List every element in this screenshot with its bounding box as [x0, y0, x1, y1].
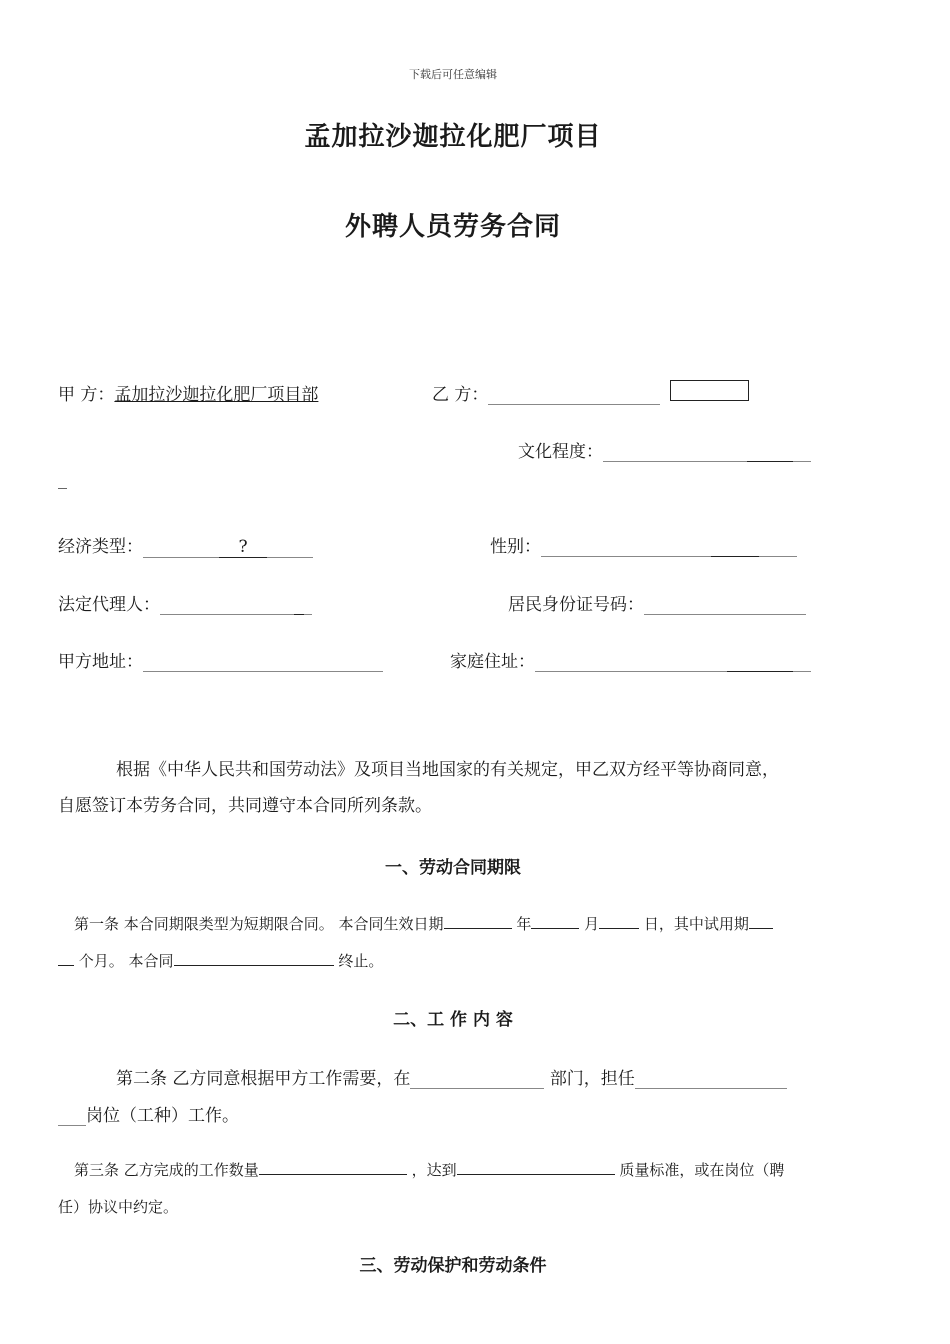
article-1-text-b: 个月。 本合同: [78, 952, 174, 970]
article-1-month: 月: [584, 915, 600, 933]
intro-line-2: 自愿签订本劳务合同，共同遵守本合同所列条款。: [58, 796, 432, 816]
home-address-field: [450, 647, 811, 672]
gender-blank-b[interactable]: [711, 538, 759, 557]
article-2-line-1: [116, 1064, 787, 1089]
education-blank-dark[interactable]: [747, 443, 793, 462]
party-a-value[interactable]: 孟加拉沙迦拉化肥厂项目部: [114, 385, 319, 405]
article-1-line-1: [74, 912, 773, 934]
article-1-year: 年: [516, 915, 532, 933]
education-field: [518, 437, 811, 462]
article-2-dept: 部门，担任: [549, 1069, 635, 1089]
probation-blank-b[interactable]: [58, 949, 74, 966]
party-a-address-blank[interactable]: [143, 653, 383, 672]
gender-label: 性别：: [490, 537, 541, 557]
home-address-blank-a[interactable]: [535, 653, 727, 672]
work-quantity-blank[interactable]: [259, 1158, 407, 1175]
party-a-label: 甲 方：: [58, 385, 115, 405]
legal-agent-field: [58, 590, 312, 615]
section-3-heading: 三、劳动保护和劳动条件: [359, 1256, 547, 1276]
gender-blank-a[interactable]: [541, 538, 711, 557]
education-blank[interactable]: [603, 443, 747, 462]
effective-day-blank[interactable]: [599, 912, 639, 929]
gender-blank-c[interactable]: [759, 538, 797, 557]
economic-type-label: 经济类型：: [58, 537, 143, 557]
article-3-reach: ，达到: [411, 1161, 457, 1179]
section-2-heading: 二、工 作 内 容: [393, 1010, 513, 1030]
department-blank[interactable]: [410, 1070, 544, 1089]
party-b-field: [432, 380, 660, 405]
home-address-label: 家庭住址：: [450, 652, 535, 672]
economic-type-field: [58, 532, 313, 558]
article-3-text-a: 第三条 乙方完成的工作数量: [74, 1161, 259, 1179]
download-note: 下载后可任意编辑: [409, 68, 497, 81]
economic-type-blank-b[interactable]: [267, 539, 313, 558]
article-2-text-b: 岗位（工种）工作。: [86, 1106, 239, 1126]
legal-agent-blank-a[interactable]: [160, 596, 294, 615]
article-3-quality: 质量标准，或在岗位（聘: [619, 1161, 785, 1179]
id-number-field: [508, 590, 806, 615]
effective-year-blank[interactable]: [444, 912, 512, 929]
intro-line-1: 根据《中华人民共和国劳动法》及项目当地国家的有关规定，甲乙双方经平等协商同意，: [116, 760, 779, 780]
article-2-line-2: [58, 1101, 239, 1126]
economic-type-value[interactable]: ?: [219, 537, 267, 558]
termination-blank[interactable]: [174, 949, 334, 966]
effective-month-blank[interactable]: [531, 912, 579, 929]
economic-type-blank-a[interactable]: [143, 539, 219, 558]
section-1-heading: 一、劳动合同期限: [385, 858, 521, 878]
quality-standard-blank[interactable]: [457, 1158, 615, 1175]
position-blank-a[interactable]: [635, 1070, 787, 1089]
party-b-label: 乙 方：: [432, 385, 489, 405]
party-b-input-box[interactable]: [670, 380, 749, 401]
article-3-line-1: [74, 1158, 784, 1180]
document-title-line2: 外聘人员劳务合同: [344, 212, 561, 242]
legal-agent-label: 法定代理人：: [58, 595, 160, 615]
legal-agent-blank-b[interactable]: [294, 596, 304, 615]
party-b-blank[interactable]: [488, 386, 660, 405]
article-1-end: 终止。: [338, 952, 384, 970]
legal-agent-blank-c[interactable]: [304, 596, 312, 615]
id-number-blank[interactable]: [644, 596, 806, 615]
gender-field: [490, 532, 797, 557]
education-label: 文化程度：: [518, 442, 603, 462]
home-address-blank-b[interactable]: [727, 653, 793, 672]
education-blank-tail[interactable]: [793, 443, 811, 462]
probation-blank-a[interactable]: [749, 912, 773, 929]
party-a-address-label: 甲方地址：: [58, 652, 143, 672]
position-blank-b[interactable]: [58, 1107, 86, 1126]
party-a-address-field: [58, 647, 383, 672]
wrap-underline: [58, 488, 67, 489]
article-1-day: 日，其中试用期: [643, 915, 749, 933]
article-1-line-2: [58, 949, 383, 971]
article-3-line-2: 任）协议中约定。: [58, 1198, 179, 1216]
home-address-blank-c[interactable]: [793, 653, 811, 672]
party-a-field: [58, 380, 318, 405]
id-number-label: 居民身份证号码：: [508, 595, 644, 615]
article-2-text-a: 第二条 乙方同意根据甲方工作需要，在: [116, 1069, 411, 1089]
article-1-text-a: 第一条 本合同期限类型为短期限合同。 本合同生效日期: [74, 915, 444, 933]
document-title-line1: 孟加拉沙迦拉化肥厂项目: [304, 122, 602, 152]
